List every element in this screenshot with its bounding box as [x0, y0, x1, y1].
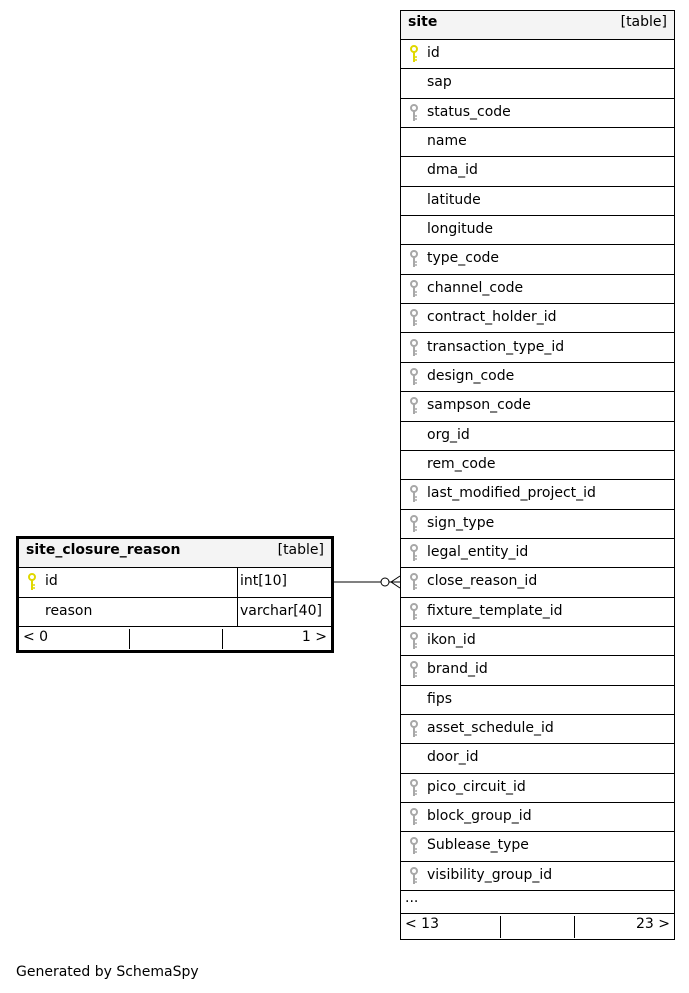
- column-name: reason: [45, 602, 93, 619]
- foreign-key-icon: [409, 867, 419, 885]
- table-row[interactable]: [401, 686, 674, 715]
- column-divider: [237, 568, 238, 598]
- table-row[interactable]: [401, 803, 674, 832]
- table-row[interactable]: [401, 480, 674, 509]
- table-row[interactable]: [401, 392, 674, 421]
- table-row[interactable]: [401, 304, 674, 333]
- table-name: site_closure_reason: [26, 542, 181, 558]
- site-closure-reason-table[interactable]: [16, 536, 334, 653]
- table-type-label: [table]: [620, 14, 667, 30]
- table-row[interactable]: [401, 568, 674, 597]
- foreign-key-icon: [409, 808, 419, 826]
- table-row[interactable]: [401, 128, 674, 157]
- table-row[interactable]: [401, 334, 674, 363]
- column-name: sampson_code: [427, 397, 531, 414]
- column-divider: [237, 598, 238, 628]
- column-name: asset_schedule_id: [427, 720, 554, 737]
- table-row[interactable]: [401, 216, 674, 245]
- column-name: legal_entity_id: [427, 543, 529, 560]
- footer-divider: [222, 629, 223, 649]
- primary-key-icon: [409, 45, 419, 63]
- foreign-key-icon: [409, 309, 419, 327]
- foreign-key-icon: [409, 515, 419, 533]
- site-table[interactable]: [400, 10, 675, 940]
- more-columns-row: [401, 891, 674, 914]
- foreign-key-icon: [409, 720, 419, 738]
- column-name: last_modified_project_id: [427, 485, 596, 502]
- footer-divider: [574, 916, 575, 938]
- column-name: ikon_id: [427, 632, 476, 648]
- table-row[interactable]: [401, 187, 674, 216]
- foreign-key-icon: [409, 397, 419, 415]
- foreign-key-icon: [409, 104, 419, 122]
- table-row[interactable]: [401, 744, 674, 773]
- table-footer: [401, 914, 674, 940]
- table-row[interactable]: [401, 245, 674, 274]
- table-row[interactable]: [401, 832, 674, 861]
- footer-divider: [500, 916, 501, 938]
- column-name: id: [427, 45, 440, 61]
- table-row[interactable]: [401, 69, 674, 98]
- column-name: status_code: [427, 103, 511, 120]
- column-name: pico_circuit_id: [427, 778, 526, 795]
- foreign-key-icon: [409, 603, 419, 621]
- table-row[interactable]: [401, 422, 674, 451]
- table-row[interactable]: [401, 157, 674, 186]
- column-name: fixture_template_id: [427, 602, 563, 619]
- parents-count[interactable]: < 0: [23, 629, 49, 645]
- foreign-key-icon: [409, 250, 419, 268]
- foreign-key-icon: [409, 779, 419, 797]
- primary-key-icon: [27, 573, 37, 591]
- generated-by-label: Generated by SchemaSpy: [16, 964, 199, 980]
- table-footer: [19, 627, 331, 651]
- foreign-key-icon: [409, 837, 419, 855]
- table-row[interactable]: [401, 363, 674, 392]
- table-row[interactable]: [401, 627, 674, 656]
- more-columns-label: ...: [405, 890, 419, 907]
- column-name: type_code: [427, 250, 500, 267]
- column-name: design_code: [427, 367, 515, 384]
- table-row[interactable]: [401, 451, 674, 480]
- children-count[interactable]: 23 >: [636, 916, 670, 933]
- foreign-key-icon: [409, 485, 419, 503]
- column-name: dma_id: [427, 162, 478, 179]
- foreign-key-icon: [409, 544, 419, 562]
- table-name: site: [408, 14, 438, 30]
- table-type-label: [table]: [277, 542, 324, 558]
- column-name: transaction_type_id: [427, 338, 565, 355]
- column-name: brand_id: [427, 661, 488, 678]
- children-count[interactable]: 1 >: [301, 629, 327, 645]
- column-name: rem_code: [427, 455, 496, 472]
- column-name: channel_code: [427, 279, 524, 296]
- table-row[interactable]: [19, 568, 331, 598]
- foreign-key-icon: [409, 280, 419, 298]
- foreign-key-icon: [409, 573, 419, 591]
- footer-divider: [129, 629, 130, 649]
- column-name: latitude: [427, 191, 481, 208]
- column-name: visibility_group_id: [427, 866, 553, 883]
- column-name: sap: [427, 74, 452, 91]
- table-row[interactable]: [401, 715, 674, 744]
- table-row[interactable]: [401, 598, 674, 627]
- table-row[interactable]: [401, 40, 674, 69]
- parents-count[interactable]: < 13: [405, 916, 439, 933]
- foreign-key-icon: [409, 632, 419, 650]
- table-header: [19, 539, 331, 568]
- table-header: [401, 11, 674, 40]
- column-name: door_id: [427, 749, 479, 766]
- column-name: block_group_id: [427, 808, 532, 825]
- column-type: varchar[40]: [240, 602, 322, 619]
- column-name: org_id: [427, 426, 470, 443]
- table-row[interactable]: [401, 862, 674, 891]
- column-name: close_reason_id: [427, 573, 538, 590]
- column-name: name: [427, 133, 467, 150]
- table-row[interactable]: [19, 598, 331, 628]
- column-name: fips: [427, 690, 452, 707]
- foreign-key-icon: [409, 368, 419, 386]
- column-name: Sublease_type: [427, 837, 529, 854]
- table-row[interactable]: [401, 275, 674, 304]
- table-row[interactable]: [401, 510, 674, 539]
- table-row[interactable]: [401, 539, 674, 568]
- table-row[interactable]: [401, 774, 674, 803]
- foreign-key-icon: [409, 661, 419, 679]
- column-type: int[10]: [240, 573, 287, 589]
- column-name: sign_type: [427, 514, 495, 531]
- table-row[interactable]: [401, 99, 674, 128]
- column-name: id: [45, 573, 58, 589]
- column-name: longitude: [427, 221, 493, 238]
- table-row[interactable]: [401, 656, 674, 685]
- foreign-key-icon: [409, 339, 419, 357]
- column-name: contract_holder_id: [427, 309, 557, 326]
